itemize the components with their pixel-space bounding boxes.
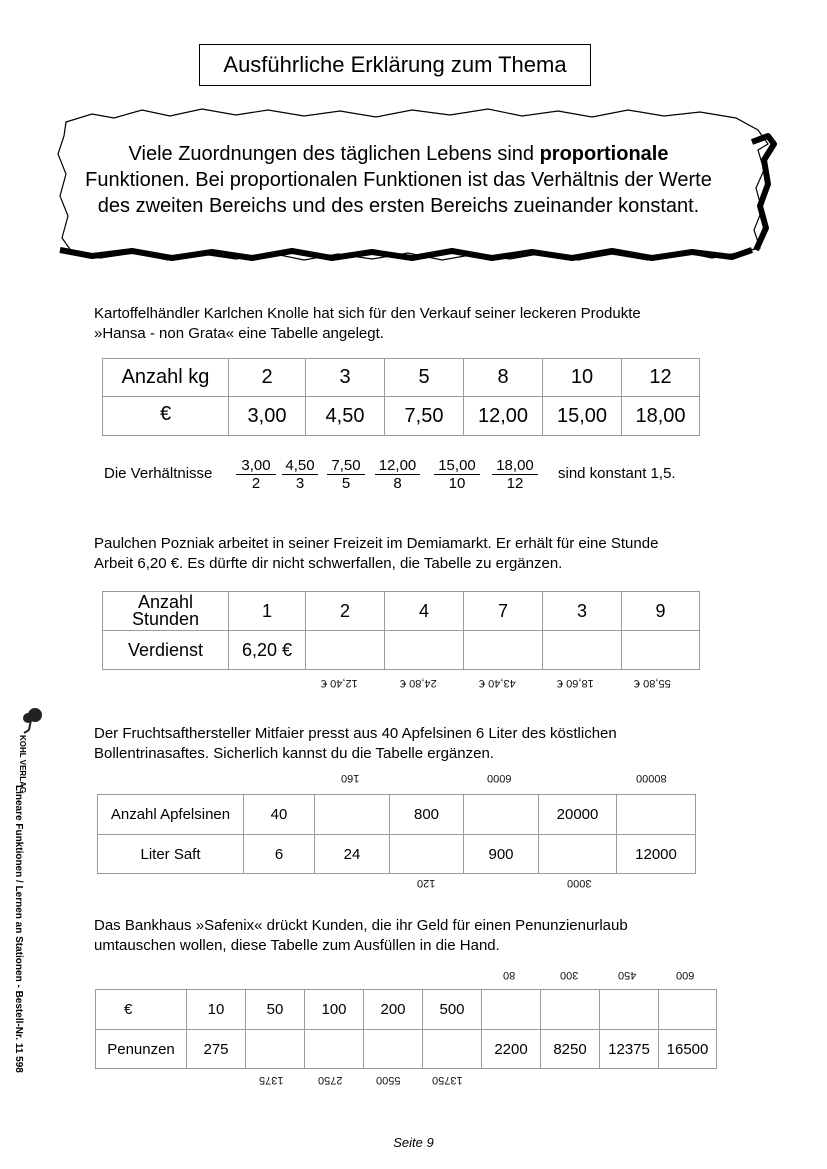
answer-cell[interactable] (482, 990, 541, 1030)
row-label: € (96, 990, 187, 1030)
table-cell: 3 (543, 592, 622, 631)
row-label: Liter Saft (98, 835, 244, 874)
upside-down-answer: 600 (676, 969, 695, 981)
ratio-conclusion: sind konstant 1,5. (558, 465, 676, 482)
table-cell: 12 (622, 359, 700, 397)
tree-logo-icon (16, 706, 46, 736)
row-label: Verdienst (103, 631, 229, 670)
table-cell: 800 (390, 795, 464, 835)
upside-down-answer: 450 (618, 969, 637, 981)
upside-down-answer: 80000 (636, 772, 667, 784)
table-cell: 12000 (617, 835, 696, 874)
upside-down-answer: 6000 (487, 772, 512, 784)
table-cell: 275 (187, 1030, 246, 1069)
page-title: Ausführliche Erklärung zum Thema (199, 44, 591, 86)
table-cell: 18,00 (622, 397, 700, 436)
table-cell: 12,00 (464, 397, 543, 436)
table-cell: 7 (464, 592, 543, 631)
upside-down-answer: 120 (417, 877, 436, 889)
answer-cell[interactable] (315, 795, 390, 835)
section2-text: Paulchen Pozniak arbeitet in seiner Freizeit im Demiamarkt. Er erhält für eine Stunde Arbeit 6,20 €. Es dürfte dir nicht schwerfallen, die Tabelle zu ergänzen. (94, 535, 659, 572)
table-cell: 3 (306, 359, 385, 397)
row-label: Anzahl Apfelsinen (98, 795, 244, 835)
answer-cell[interactable] (543, 631, 622, 670)
table-cell: 12375 (600, 1030, 659, 1069)
row-label: Anzahl kg (103, 359, 229, 397)
answer-cell[interactable] (390, 835, 464, 874)
currency-table (95, 989, 717, 1069)
section1-text: Kartoffelhändler Karlchen Knolle hat sich für den Verkauf seiner leckeren Produkte »Hansa - non Grata« eine Tabelle angelegt. (94, 305, 641, 342)
intro-text: Viele Zuordnungen des täglichen Lebens sind proportionale Funktionen. Bei proportionalen Funktionen ist das Verhältnis der Werte des zweiten Bereichs und des ersten Bereichs zueinander konstant. (85, 143, 712, 217)
sidebar-caption: Lineare Funktionen / Lernen an Stationen - Bestell-Nr. 11 598 (13, 785, 24, 1073)
table-cell: 7,50 (385, 397, 464, 436)
upside-down-answer: 3000 (567, 877, 592, 889)
answer-cell[interactable] (464, 631, 543, 670)
fraction: $\frac{15,00}{10}$ (434, 457, 480, 492)
table-cell: 6 (244, 835, 315, 874)
answer-cell[interactable] (306, 631, 385, 670)
table-cell: 20000 (539, 795, 617, 835)
table-cell: 10 (187, 990, 246, 1030)
fraction: $\frac{3,00}{2}$ (236, 457, 276, 492)
upside-down-answer: 43,40 € (479, 677, 516, 689)
answer-cell[interactable] (541, 990, 600, 1030)
table-cell: 2200 (482, 1030, 541, 1069)
answer-cell[interactable] (659, 990, 717, 1030)
table-cell: 8250 (541, 1030, 600, 1069)
upside-down-answer: 55,80 € (634, 677, 671, 689)
upside-down-answer: 12,40 € (321, 677, 358, 689)
upside-down-answer: 300 (560, 969, 579, 981)
table-cell: 900 (464, 835, 539, 874)
section3-text: Der Fruchtsafthersteller Mitfaier presst aus 40 Apfelsinen 6 Liter des köstlichen Bollentrinasaftes. Sicherlich kannst du die Tabelle ergänzen. (94, 725, 617, 762)
table-cell: 10 (543, 359, 622, 397)
answer-cell[interactable] (622, 631, 700, 670)
answer-cell[interactable] (423, 1030, 482, 1069)
upside-down-answer: 18,60 € (557, 677, 594, 689)
table-cell: 15,00 (543, 397, 622, 436)
table-cell: 3,00 (229, 397, 306, 436)
table-cell: 1 (229, 592, 306, 631)
upside-down-answer: 5500 (376, 1074, 401, 1086)
answer-cell[interactable] (617, 795, 696, 835)
table-cell: 50 (246, 990, 305, 1030)
upside-down-answer: 2750 (318, 1074, 343, 1086)
table-cell: 500 (423, 990, 482, 1030)
ratio-label: Die Verhältnisse (104, 465, 213, 482)
table-cell: 4 (385, 592, 464, 631)
table-cell: 24 (315, 835, 390, 874)
fraction: $\frac{7,50}{5}$ (327, 457, 365, 492)
upside-down-answer: 13750 (432, 1074, 463, 1086)
row-label: Anzahl Stunden (103, 592, 229, 631)
publisher-logo-text: KOHL VERLAG (18, 735, 27, 794)
answer-cell[interactable] (539, 835, 617, 874)
intro-bold-word: proportionale (539, 143, 669, 165)
row-label: Penunzen (96, 1030, 187, 1069)
juice-table (97, 794, 696, 874)
upside-down-answer: 24,80 € (400, 677, 437, 689)
fraction: $\frac{12,00}{8}$ (375, 457, 420, 492)
wage-table (102, 591, 700, 670)
answer-cell[interactable] (246, 1030, 305, 1069)
table-cell: 2 (306, 592, 385, 631)
table-cell: 8 (464, 359, 543, 397)
table-cell: 5 (385, 359, 464, 397)
table-cell: 9 (622, 592, 700, 631)
table-cell: 200 (364, 990, 423, 1030)
fraction: $\frac{18,00}{12}$ (492, 457, 538, 492)
page-number: Seite 9 (393, 1135, 434, 1150)
table-cell: 100 (305, 990, 364, 1030)
row-label: € (103, 397, 229, 436)
answer-cell[interactable] (600, 990, 659, 1030)
answer-cell[interactable] (385, 631, 464, 670)
section4-text: Das Bankhaus »Safenix« drückt Kunden, die ihr Geld für einen Penunzienurlaub umtauschen wollen, diese Tabelle zum Ausfüllen in die Hand. (94, 917, 628, 954)
table-cell: 16500 (659, 1030, 717, 1069)
table-cell: 4,50 (306, 397, 385, 436)
table-cell: 2 (229, 359, 306, 397)
answer-cell[interactable] (464, 795, 539, 835)
answer-cell[interactable] (364, 1030, 423, 1069)
upside-down-answer: 80 (503, 969, 516, 981)
upside-down-answer: 1375 (259, 1074, 284, 1086)
fraction: $\frac{4,50}{3}$ (282, 457, 318, 492)
upside-down-answer: 160 (341, 772, 360, 784)
table-cell: 6,20 € (229, 631, 306, 670)
ratio-row (104, 457, 704, 493)
potato-table (102, 358, 700, 436)
answer-cell[interactable] (305, 1030, 364, 1069)
table-cell: 40 (244, 795, 315, 835)
